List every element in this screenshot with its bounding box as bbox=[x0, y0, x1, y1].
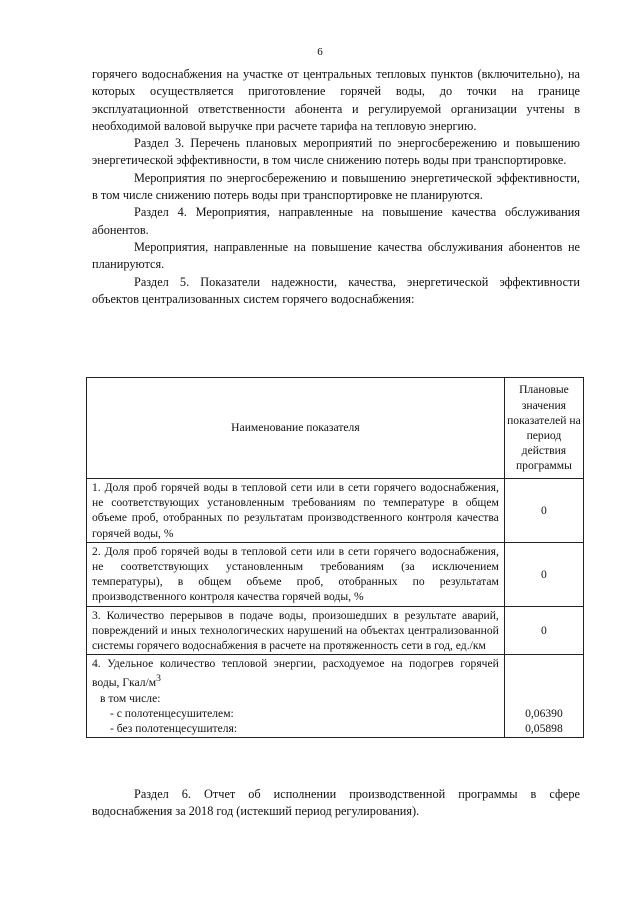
section-4-text: Мероприятия, направленные на повышение качества обслуживания абонентов не планируются. bbox=[92, 239, 580, 272]
document-body bbox=[92, 66, 580, 308]
section-4-heading: Раздел 4. Мероприятия, направленные на повышение качества обслуживания абонентов. bbox=[92, 205, 580, 237]
indicator-4-sub2-label: - без полотенцесушителя: bbox=[110, 721, 238, 735]
indicators-table bbox=[86, 377, 584, 738]
indicator-4-name-text: 4. Удельное количество тепловой энергии, расходуемое на подогрев горячей воды, Гкал/м bbox=[92, 657, 499, 690]
indicator-3-value: 0 bbox=[504, 606, 583, 655]
indicator-4-name bbox=[92, 656, 499, 690]
section-3-heading: Раздел 3. Перечень плановых мероприятий по энергосбережению и повышению энергетической эффективности, в том числе снижению потерь воды при транспортировке. bbox=[92, 136, 580, 168]
section-5-heading: Раздел 5. Показатели надежности, качества, энергетической эффективности объектов централизованных систем горячего водоснабжения: bbox=[92, 274, 580, 306]
table-header-row bbox=[87, 378, 584, 479]
indicator-4-unit-superscript: 3 bbox=[156, 673, 161, 685]
section-6-heading: Раздел 6. Отчет об исполнении производственной программы в сфере водоснабжения за 2018 год (истекший период регулирования). bbox=[92, 787, 580, 819]
table-row bbox=[87, 479, 584, 543]
table-row bbox=[87, 606, 584, 655]
indicator-4-sub1-label: - с полотенцесушителем: bbox=[110, 706, 234, 720]
section-6-block bbox=[92, 786, 580, 821]
section-3-text: Мероприятия по энергосбережению и повышению энергетической эффективности, в том числе снижению потерь воды при транспортировке не планируются. bbox=[92, 170, 580, 203]
paragraph-continuation: горячего водоснабжения на участке от центральных тепловых пунктов (включительно), на которых осуществляется приготовление горячей воды, до точки на границе эксплуатационной ответственности абонента и регулируемой организации учтены в необходимой валовой выручке при расчете тарифа на тепловую энергию. bbox=[92, 67, 580, 133]
indicator-4-sub2-value: 0,05898 bbox=[525, 721, 563, 735]
table-row bbox=[87, 542, 584, 606]
indicator-2-value: 0 bbox=[504, 542, 583, 606]
indicator-4-including: в том числе: bbox=[100, 691, 161, 705]
indicator-1-value: 0 bbox=[504, 479, 583, 543]
indicator-4-sub1-value: 0,06390 bbox=[525, 706, 563, 720]
indicator-4-values bbox=[504, 655, 583, 738]
indicator-2-name: 2. Доля проб горячей воды в тепловой сети или в сети горячего водоснабжения, не соответствующих установленным требованиям (за исключением температуры), в общем объеме проб, отобранных по результатам производственного контроля качества горячей воды, % bbox=[87, 542, 505, 606]
indicator-4-cell bbox=[87, 655, 505, 738]
header-indicator-name: Наименование показателя bbox=[87, 378, 505, 479]
indicator-3-name: 3. Количество перерывов в подаче воды, произошедших в результате аварий, повреждений и иных технологических нарушений на объектах централизованной системы горячего водоснабжения в расчете на протяженность сети в год, ед./км bbox=[87, 606, 505, 655]
header-planned-values: Плановые значения показателей на период действия программы bbox=[504, 378, 583, 479]
table-row bbox=[87, 655, 584, 738]
indicator-1-name: 1. Доля проб горячей воды в тепловой сети или в сети горячего водоснабжения, не соответствующих установленным требованиям по температуре в общем объеме проб, отобранных по результатам производственного контроля качества горячей воды, % bbox=[87, 479, 505, 543]
page-number: 6 bbox=[317, 46, 323, 58]
